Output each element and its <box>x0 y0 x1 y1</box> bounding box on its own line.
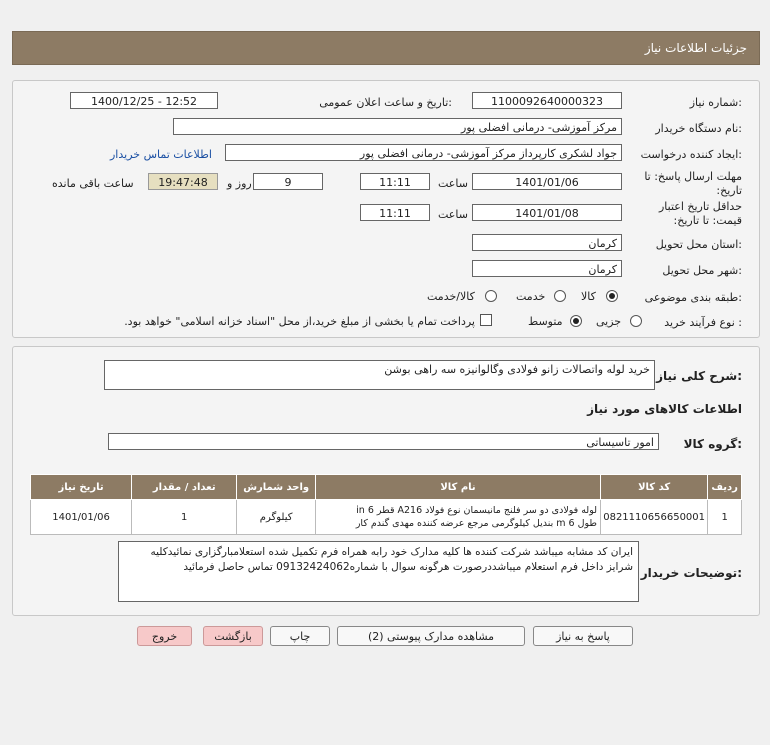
col-index-header: ردیف <box>708 475 742 500</box>
treasury-payment-checkbox[interactable] <box>480 314 492 326</box>
row-date: 1401/01/06 <box>31 500 132 535</box>
buyer-notes-label: توضیحات خریدار: <box>640 566 742 580</box>
goods-table-header <box>31 475 742 500</box>
buyer-notes-field[interactable]: ایران کد مشابه میباشد شرکت کننده ها کلیه مدارک خود رابه همراه فرم تکمیل شده استعلامبارگزاری نمائیدکلیه شرایز داخل فرم استعلام میباشددرصورت هرگونه سوال با شماره09132424062 تماس حاصل فرمائید <box>118 541 639 602</box>
row-unit: کیلوگرم <box>237 500 316 535</box>
page-title: جزئیات اطلاعات نیاز <box>644 41 747 55</box>
deadline-time-label: ساعت <box>438 177 468 190</box>
category-goods-label: کالا <box>581 290 596 303</box>
col-qty-header: تعداد / مقدار <box>132 475 237 500</box>
treasury-payment-note: پرداخت تمام یا بخشی از مبلغ خرید،از محل "اسناد خزانه اسلامی" خواهد بود. <box>124 315 475 328</box>
process-label: نوع فرآیند خرید : <box>664 316 742 329</box>
remaining-label: ساعت باقی مانده <box>52 177 134 190</box>
goods-table <box>30 474 742 535</box>
buyer-org-label: نام دستگاه خریدار: <box>655 122 742 135</box>
creator-field[interactable]: جواد لشکری کارپرداز مرکز آموزشی- درمانی افضلی پور <box>225 144 622 161</box>
process-medium-label: متوسط <box>528 315 563 328</box>
print-button[interactable]: چاپ <box>270 626 330 646</box>
attachments-button[interactable]: مشاهده مدارک پیوستی (2) <box>337 626 525 646</box>
deadline-date-field[interactable]: 1401/01/06 <box>472 173 622 190</box>
need-number-label: شماره نیاز: <box>689 96 742 109</box>
province-label: استان محل تحویل: <box>655 238 742 251</box>
row-name-line2: طول m 6 بندیل کیلوگرمی مرجع عرضه کننده مهدی گندم کار <box>355 518 597 529</box>
validity-time-label: ساعت <box>438 208 468 221</box>
category-goods-service-radio[interactable] <box>485 290 497 302</box>
summary-label: شرح کلی نیاز: <box>656 369 742 383</box>
row-name-line1: لوله فولادی دو سر فلنج مانیسمان نوع فولاد A216 قطر in 6 <box>356 505 597 516</box>
buyer-org-field[interactable]: مرکز آموزشی- درمانی افضلی پور <box>173 118 622 135</box>
row-name <box>316 500 601 535</box>
exit-button[interactable]: خروج <box>137 626 192 646</box>
city-label: شهر محل تحویل: <box>662 264 742 277</box>
days-field[interactable]: 9 <box>253 173 323 190</box>
process-minor-radio[interactable] <box>630 315 642 327</box>
deadline-label: مهلت ارسال پاسخ: تا تاریخ: <box>644 170 742 197</box>
col-unit-header: واحد شمارش <box>237 475 316 500</box>
goods-group-field[interactable]: امور تاسیساتی <box>108 433 659 450</box>
col-name-header: نام کالا <box>316 475 601 500</box>
col-code-header: کد کالا <box>601 475 708 500</box>
creator-label: ایجاد کننده درخواست: <box>640 148 742 161</box>
province-field[interactable]: کرمان <box>472 234 622 251</box>
city-field[interactable]: کرمان <box>472 260 622 277</box>
page-header <box>12 31 760 65</box>
validity-time-field[interactable]: 11:11 <box>360 204 430 221</box>
row-qty: 1 <box>132 500 237 535</box>
process-minor-label: جزیی <box>596 315 622 328</box>
need-number-field[interactable]: 1100092640000323 <box>472 92 622 109</box>
col-date-header: تاریخ نیاز <box>31 475 132 500</box>
validity-label: حداقل تاریخ اعتبار قیمت: تا تاریخ: <box>658 200 742 227</box>
goods-group-label: گروه کالا: <box>683 437 742 451</box>
table-row[interactable] <box>31 500 742 535</box>
row-code: 0821110656650001 <box>601 500 708 535</box>
announce-label: تاریخ و ساعت اعلان عمومی: <box>319 96 452 109</box>
category-service-label: خدمت <box>516 290 546 303</box>
validity-date-field[interactable]: 1401/01/08 <box>472 204 622 221</box>
back-button[interactable]: بازگشت <box>203 626 263 646</box>
days-label: روز و <box>227 177 252 190</box>
category-goods-service-label: کالا/خدمت <box>427 290 475 303</box>
process-medium-radio[interactable] <box>570 315 582 327</box>
category-goods-radio[interactable] <box>606 290 618 302</box>
summary-field[interactable]: خرید لوله واتصالات زانو فولادی وگالوانیزه سه راهی بوشن <box>104 360 655 390</box>
category-label: طبقه بندی موضوعی: <box>644 291 742 304</box>
reply-button[interactable]: پاسخ به نیاز <box>533 626 633 646</box>
deadline-time-field[interactable]: 11:11 <box>360 173 430 190</box>
category-service-radio[interactable] <box>554 290 566 302</box>
goods-section-title: اطلاعات کالاهای مورد نیاز <box>587 402 742 416</box>
row-index: 1 <box>708 500 742 535</box>
buyer-contact-link[interactable]: اطلاعات تماس خریدار <box>110 148 212 161</box>
remaining-time-field: 19:47:48 <box>148 173 218 190</box>
announce-field[interactable]: 1400/12/25 - 12:52 <box>70 92 218 109</box>
